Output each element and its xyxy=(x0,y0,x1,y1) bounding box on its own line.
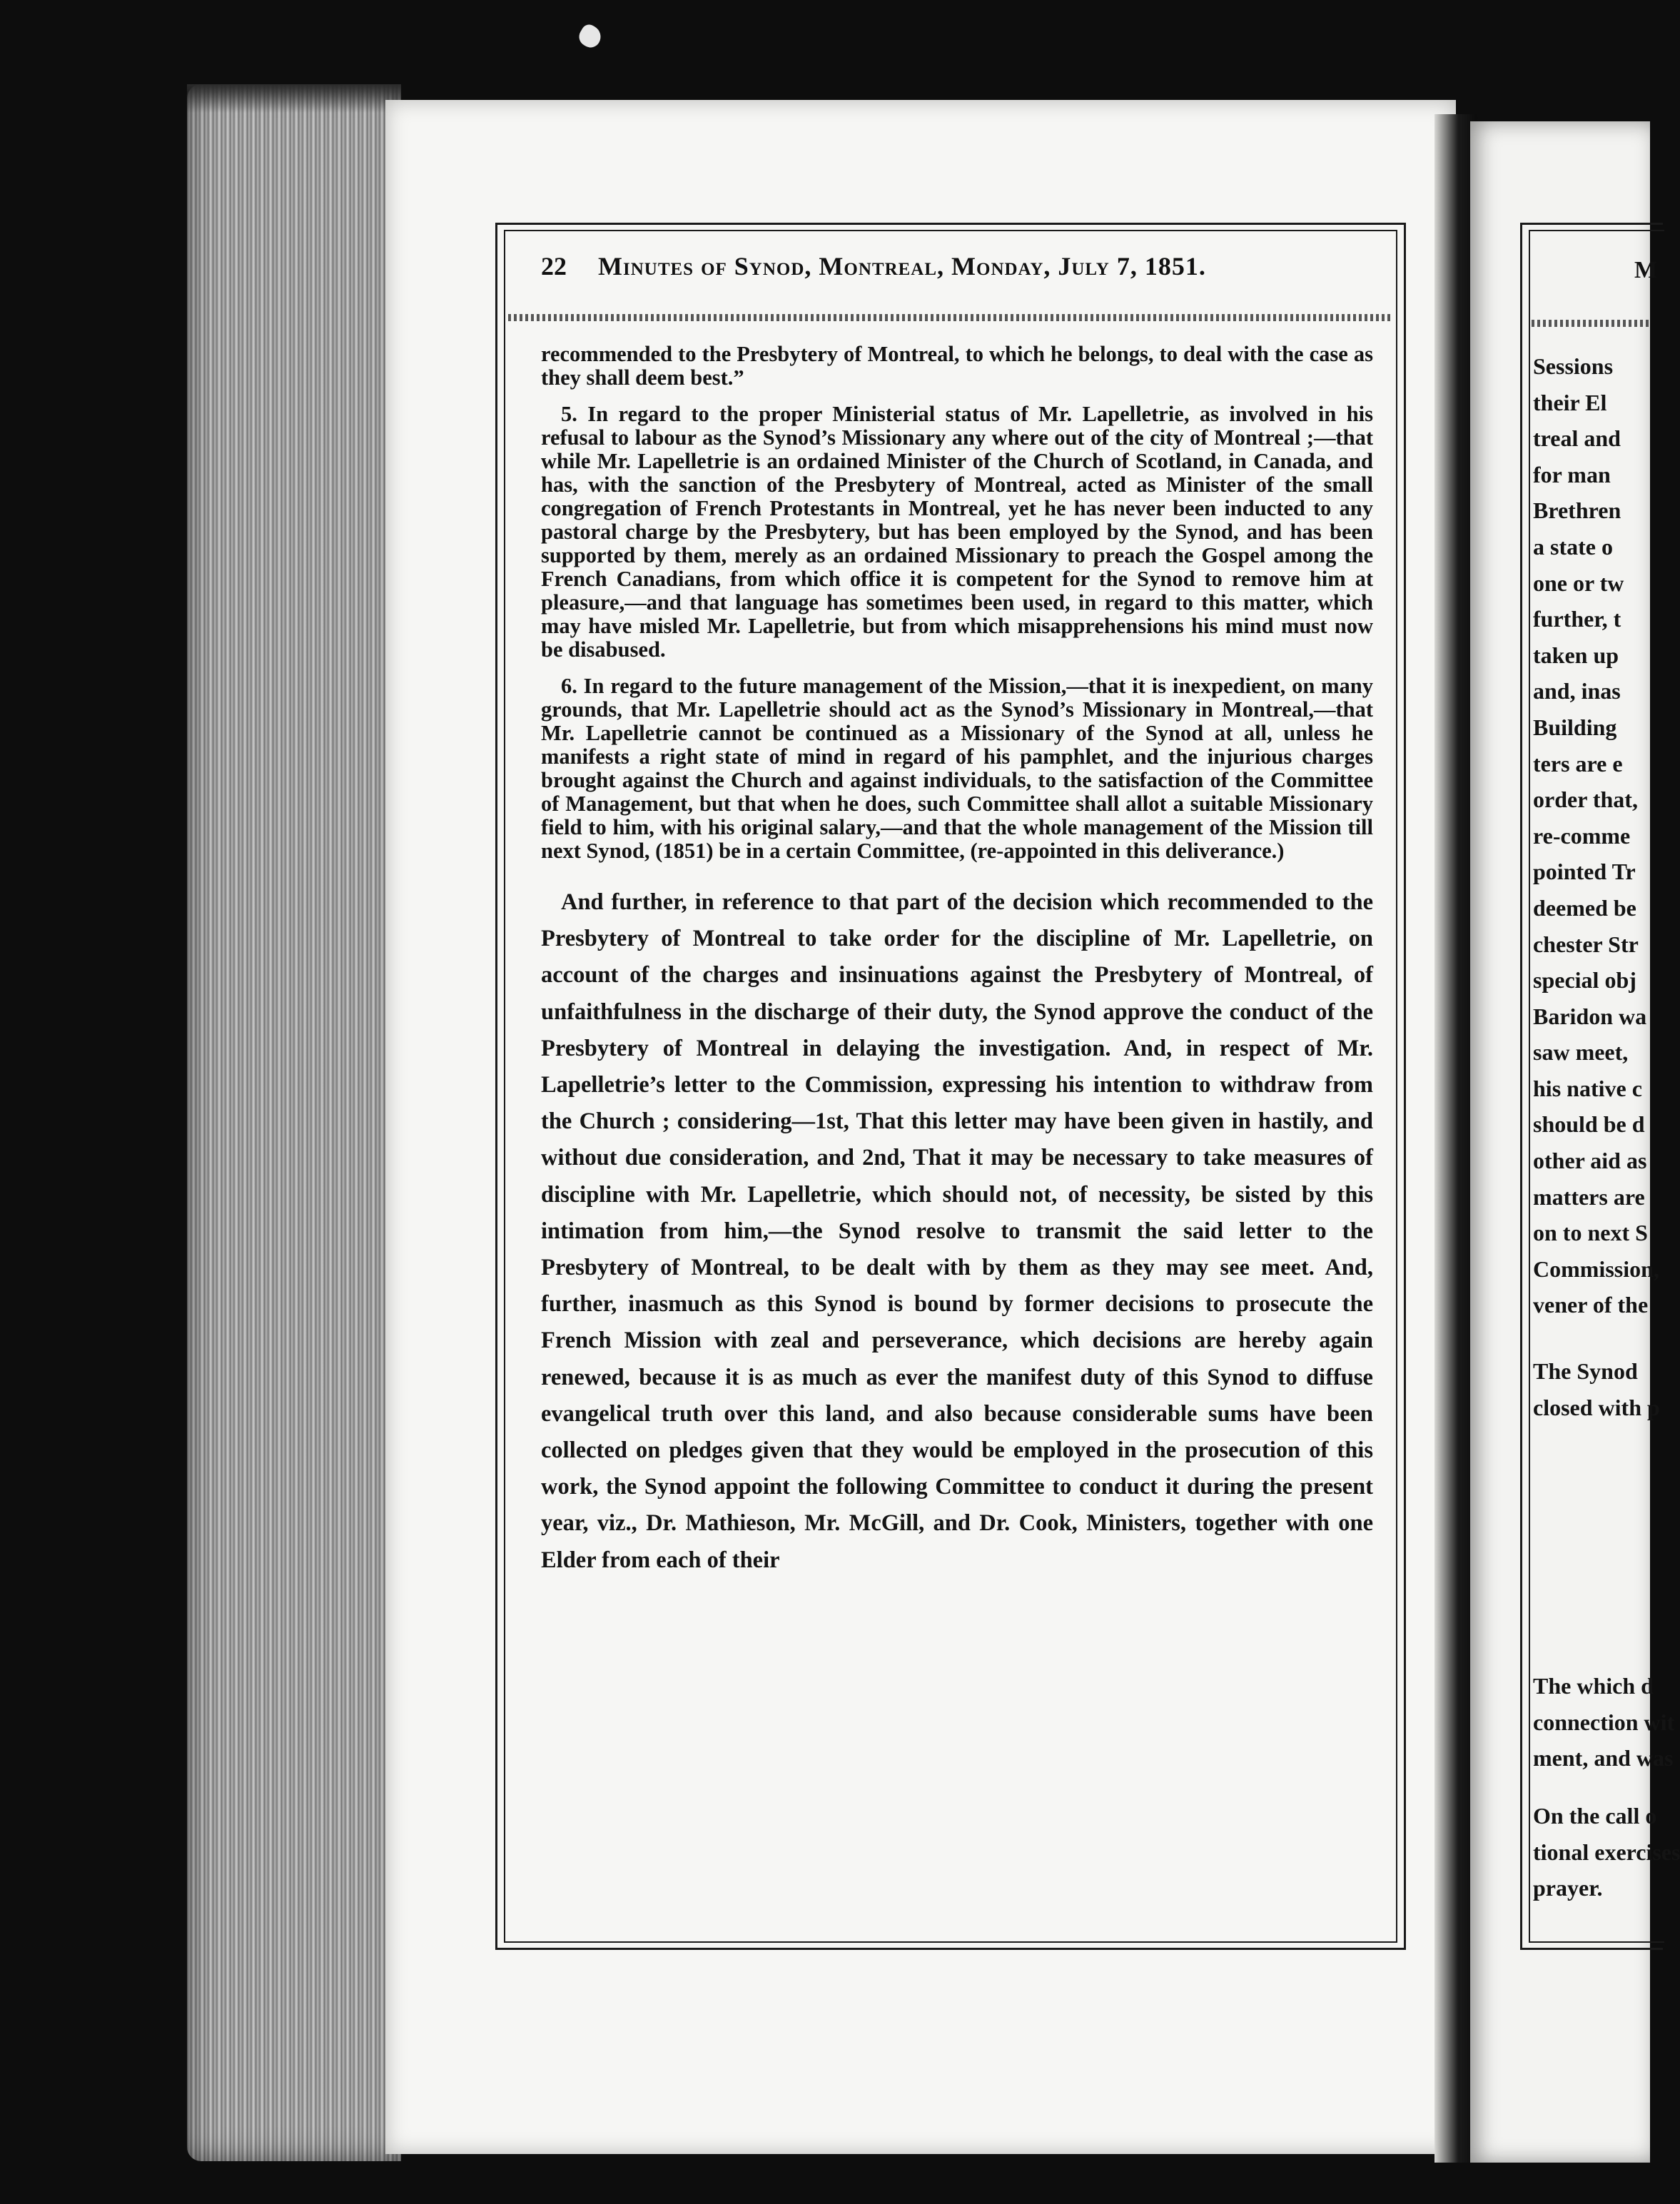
right-page-text xyxy=(1533,348,1680,1906)
right-page-line: On the call o xyxy=(1533,1803,1657,1829)
right-page-line: deemed be xyxy=(1533,894,1636,921)
right-page-line: should be d xyxy=(1533,1111,1645,1138)
paragraph-point-6: 6. In regard to the future management of the Mission,—that it is inexpedient, on many grounds, that Mr. Lapelletrie should act as the Synod’s Missionary in Montreal,—that Mr. Lapelletrie cannot be continued as a Missionary of the Synod at all, unless he manifests a right state of mind in regard of his pamphlet, and the injurious charges brought against the Church and against individuals, to the satisfaction of the Committee of Management, but that when he does, such Committee shall allot a suitable Missionary field to him, with his original salary,—and that the whole management of the Mission till next Synod, (1851) be in a certain Committee, (re-appointed in this deliverance.) xyxy=(541,674,1373,863)
right-page-line: Baridon wa xyxy=(1533,1003,1647,1029)
right-page-line: The Synod xyxy=(1533,1358,1638,1385)
right-page-line: matters are xyxy=(1533,1183,1645,1210)
right-page-line: order that, xyxy=(1533,787,1638,813)
right-page-line: a state o xyxy=(1533,533,1613,560)
right-page-line: his native c xyxy=(1533,1075,1642,1101)
book-page-edges xyxy=(187,84,401,2161)
right-page-line: saw meet, xyxy=(1533,1039,1629,1066)
right-page-line: pointed Tr xyxy=(1533,859,1636,885)
right-page-line: special obj xyxy=(1533,967,1636,994)
right-page-line: connection wit xyxy=(1533,1709,1675,1735)
right-page-line: Building xyxy=(1533,714,1617,740)
right-running-head: M xyxy=(1634,257,1658,283)
right-page-line: one or tw xyxy=(1533,570,1624,596)
right-page-line: Brethren xyxy=(1533,497,1621,524)
right-page-line: and, inas xyxy=(1533,678,1621,704)
page-number: 22 xyxy=(541,252,567,280)
right-page-line: tional exercises xyxy=(1533,1839,1680,1865)
running-title: Minutes of Synod, Montreal, Monday, July 7, 1851. xyxy=(598,252,1206,280)
right-page-line: their El xyxy=(1533,389,1607,415)
header-rule xyxy=(508,314,1393,321)
dust-speck xyxy=(576,22,605,51)
right-page-line: prayer. xyxy=(1533,1875,1603,1901)
right-page-line: Sessions xyxy=(1533,353,1614,379)
right-page-line: treal and xyxy=(1533,425,1621,452)
paragraph-point-5: 5. In regard to the proper Ministerial status of Mr. Lapelletrie, as involved in his refusal to labour as the Synod’s Missionary any where out of the city of Montreal ;—that while Mr. Lapelletrie is an ordained Minister of the Church of Scotland, in Canada, and has, with the sanction of the Presbytery of Montreal, acted as Minister of the small congregation of French Protestants in Montreal, yet he has never been inducted to any pastoral charge by the Presbytery, but has been employed by the Synod, and has been supported by them, merely as an ordained Missionary to preach the Gospel among the French Canadians, from which office it is competent for the Synod to remove him at pleasure,—and that language has sometimes been used, in regard to this matter, which may have misled Mr. Lapelletrie, but from which misapprehensions his mind must now be disabused. xyxy=(541,402,1373,662)
right-page-line: vener of the xyxy=(1533,1292,1649,1318)
right-page-line: other aid as xyxy=(1533,1148,1647,1174)
main-text xyxy=(541,343,1373,1579)
right-page-line: ment, and was xyxy=(1533,1745,1674,1771)
right-page-line: for man xyxy=(1533,461,1611,487)
right-page-line: The which d xyxy=(1533,1673,1654,1699)
right-page-line: chester Str xyxy=(1533,931,1639,957)
right-page-line: further, t xyxy=(1533,606,1621,632)
paragraph-continuation: recommended to the Presbytery of Montreal, to which he belongs, to deal with the case as they shall deem best.” xyxy=(541,342,1373,390)
right-page-line: closed with p xyxy=(1533,1394,1660,1420)
right-page-line: ters are e xyxy=(1533,750,1623,777)
right-page-line: re-comme xyxy=(1533,822,1631,849)
running-head xyxy=(541,251,1355,281)
right-header-rule xyxy=(1532,320,1650,327)
right-page-line: on to next S xyxy=(1533,1220,1648,1246)
book-top-shadow xyxy=(187,84,401,113)
paragraph-resolution: And further, in reference to that part of the decision which recommended to the Presbytery of Montreal to take order for the discipline of Mr. Lapelletrie, on account of the charges and insinuations against the Presbytery of Montreal, of unfaithfulness in the discharge of their duty, the Synod approve the conduct of the Presbytery of Montreal in delaying the investigation. And, in respect of Mr. Lapelletrie’s letter to the Commission, expressing his intention to withdraw from the Church ; considering—1st, That this letter may have been given in hastily, and without due consideration, and 2nd, That it may be necessary to take measures of discipline with Mr. Lapelletrie, which should not, of necessity, be sisted by this intimation from him,—the Synod resolve to transmit the said letter to the Presbytery of Montreal, to be dealt with by them as they may see meet. And, further, inasmuch as this Synod is bound by former decisions to prosecute the French Mission with zeal and perseverance, which decisions are hereby again renewed, because it is as much as ever the manifest duty of this Synod to diffuse evangelical truth over this land, and also because considerable sums have been collected on pledges given that they would be employed in the prosecution of this work, the Synod appoint the following Committee to conduct it during the present year, viz., Dr. Mathieson, Mr. McGill, and Dr. Cook, Ministers, together with one Elder from each of their xyxy=(541,889,1373,1573)
right-page-line: Commission, xyxy=(1533,1255,1659,1282)
right-page-line: taken up xyxy=(1533,642,1619,668)
